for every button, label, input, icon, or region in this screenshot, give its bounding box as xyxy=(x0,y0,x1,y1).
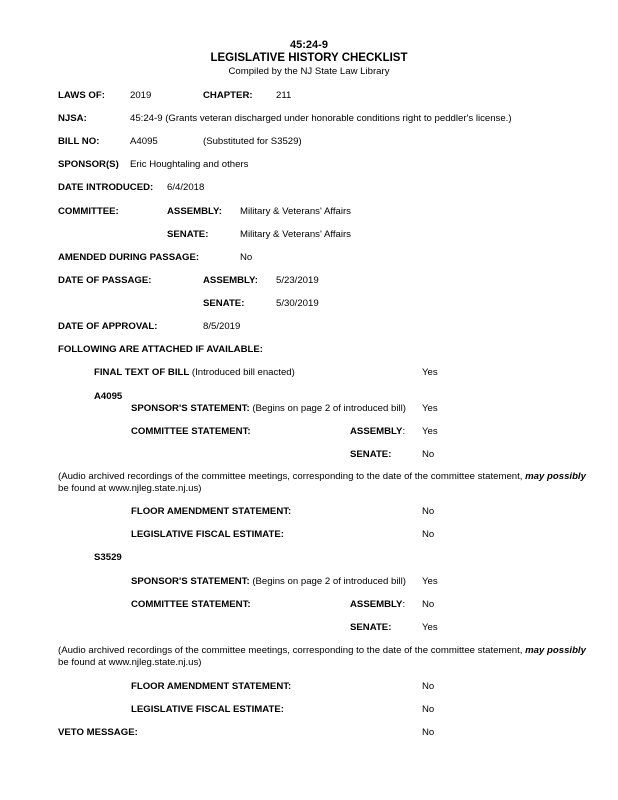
committee-statement-assembly-value: Yes xyxy=(422,426,438,437)
page-subtitle: Compiled by the NJ State Law Library xyxy=(228,66,390,77)
sponsor-statement-note: (Begins on page 2 of introduced bill) xyxy=(252,403,406,414)
audio-note-text: (Audio archived recordings of the committee meetings, corresponding to the date of the committee statement, xyxy=(58,471,526,482)
sponsor-statement-row xyxy=(131,403,406,415)
section-number: 45:24-9 xyxy=(290,39,328,51)
committee-senate-label: SENATE: xyxy=(167,229,209,240)
final-text-label: FINAL TEXT OF BILL xyxy=(94,367,190,378)
committee-statement-senate-value: Yes xyxy=(422,622,438,633)
page-title: LEGISLATIVE HISTORY CHECKLIST xyxy=(210,52,408,64)
committee-statement-label: COMMITTEE STATEMENT: xyxy=(131,599,251,610)
fiscal-estimate-value: No xyxy=(422,704,435,715)
committee-statement-label: COMMITTEE STATEMENT: xyxy=(131,426,251,437)
chapter-label: CHAPTER: xyxy=(203,90,253,101)
floor-amendment-value: No xyxy=(422,681,435,692)
sponsor-statement-value: Yes xyxy=(422,403,438,414)
passage-senate-value: 5/30/2019 xyxy=(276,298,319,309)
sponsor-statement-row xyxy=(131,576,406,588)
veto-value: No xyxy=(422,727,435,738)
committee-assembly-label: ASSEMBLY: xyxy=(167,206,222,217)
committee-label: COMMITTEE: xyxy=(58,206,119,217)
bill-id: S3529 xyxy=(94,552,122,563)
committee-statement-assembly-label: ASSEMBLY xyxy=(350,599,403,610)
audio-note-link: be found at www.njleg.state.nj.us) xyxy=(58,482,202,494)
final-text-note: (Introduced bill enacted) xyxy=(191,367,295,378)
passage-assembly-label: ASSEMBLY: xyxy=(203,275,258,286)
committee-statement-assembly-value: No xyxy=(422,599,435,610)
audio-note xyxy=(58,645,606,668)
laws-of-label: LAWS OF: xyxy=(58,90,105,101)
bill-no-note: (Substituted for S3529) xyxy=(203,136,302,147)
bill-no-value: A4095 xyxy=(130,136,158,147)
njsa-value: 45:24-9 (Grants veteran discharged under honorable conditions right to peddler's license.) xyxy=(130,113,512,124)
committee-statement-senate-label: SENATE: xyxy=(350,622,392,633)
committee-senate-value: Military & Veterans' Affairs xyxy=(240,229,351,240)
passage-senate-label: SENATE: xyxy=(203,298,245,309)
approval-value: 8/5/2019 xyxy=(203,321,241,332)
audio-note xyxy=(58,471,606,494)
fiscal-estimate-label: LEGISLATIVE FISCAL ESTIMATE: xyxy=(131,529,284,540)
floor-amendment-label: FLOOR AMENDMENT STATEMENT: xyxy=(131,506,292,517)
audio-note-text: (Audio archived recordings of the committee meetings, corresponding to the date of the committee statement, xyxy=(58,645,526,656)
passage-label: DATE OF PASSAGE: xyxy=(58,275,152,286)
sponsors-value: Eric Houghtaling and others xyxy=(130,159,249,170)
sponsor-statement-note: (Begins on page 2 of introduced bill) xyxy=(252,576,406,587)
floor-amendment-value: No xyxy=(422,506,435,517)
floor-amendment-label: FLOOR AMENDMENT STATEMENT: xyxy=(131,681,292,692)
sponsors-label: SPONSOR(S) xyxy=(58,159,119,170)
njsa-label: NJSA: xyxy=(58,113,87,124)
amended-value: No xyxy=(240,252,253,263)
audio-note-emphasis: may possibly xyxy=(525,645,586,656)
audio-note-emphasis: may possibly xyxy=(525,471,586,482)
chapter-value: 211 xyxy=(276,90,292,101)
laws-of-value: 2019 xyxy=(130,90,152,101)
approval-label: DATE OF APPROVAL: xyxy=(58,321,158,332)
attached-heading: FOLLOWING ARE ATTACHED IF AVAILABLE: xyxy=(58,344,263,355)
sponsor-statement-label: SPONSOR'S STATEMENT: xyxy=(131,403,250,414)
committee-assembly-value: Military & Veterans' Affairs xyxy=(240,206,351,217)
final-text-row xyxy=(94,367,295,379)
final-text-value: Yes xyxy=(422,367,438,378)
bill-no-label: BILL NO: xyxy=(58,136,100,147)
sponsor-statement-value: Yes xyxy=(422,576,438,587)
bill-id: A4095 xyxy=(94,391,123,402)
veto-label: VETO MESSAGE: xyxy=(58,727,138,738)
fiscal-estimate-value: No xyxy=(422,529,435,540)
sponsor-statement-label: SPONSOR'S STATEMENT: xyxy=(131,576,250,587)
audio-note-link: be found at www.njleg.state.nj.us) xyxy=(58,656,202,668)
committee-statement-senate-label: SENATE: xyxy=(350,449,392,460)
fiscal-estimate-label: LEGISLATIVE FISCAL ESTIMATE: xyxy=(131,704,284,715)
passage-assembly-value: 5/23/2019 xyxy=(276,275,319,286)
committee-statement-assembly-label: ASSEMBLY xyxy=(350,426,403,437)
amended-label: AMENDED DURING PASSAGE: xyxy=(58,252,200,263)
date-introduced-label: DATE INTRODUCED: xyxy=(58,182,154,193)
committee-statement-senate-value: No xyxy=(422,449,435,460)
date-introduced-value: 6/4/2018 xyxy=(167,182,205,193)
